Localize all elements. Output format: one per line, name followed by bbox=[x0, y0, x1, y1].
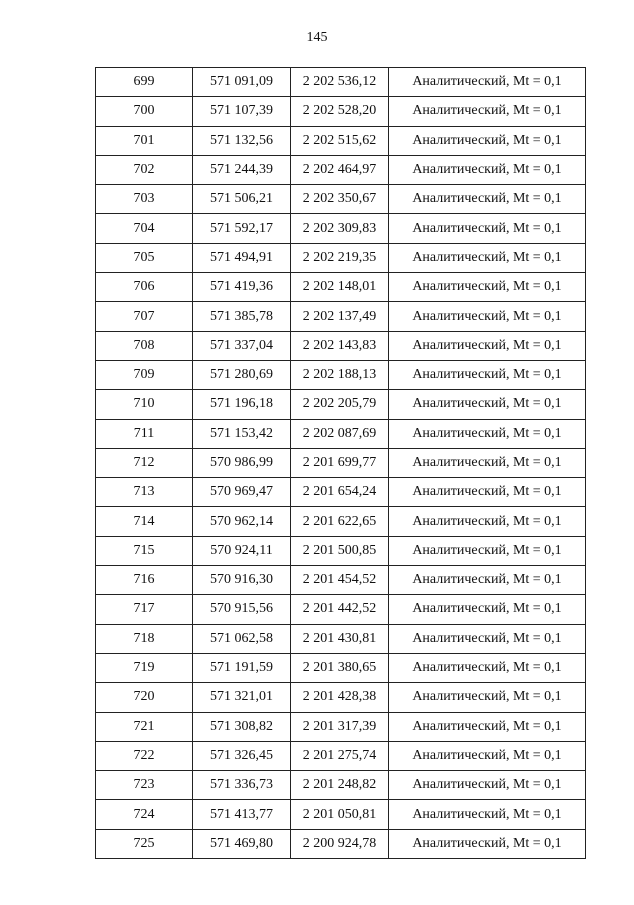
method-cell: Аналитический, Mt = 0,1 bbox=[389, 653, 586, 682]
y-coordinate-cell: 2 201 430,81 bbox=[291, 624, 389, 653]
point-number-cell: 721 bbox=[96, 712, 193, 741]
x-coordinate-cell: 571 494,91 bbox=[193, 243, 291, 272]
method-cell: Аналитический, Mt = 0,1 bbox=[389, 536, 586, 565]
y-coordinate-cell: 2 201 699,77 bbox=[291, 448, 389, 477]
x-coordinate-cell: 570 969,47 bbox=[193, 478, 291, 507]
method-cell: Аналитический, Mt = 0,1 bbox=[389, 243, 586, 272]
x-coordinate-cell: 571 326,45 bbox=[193, 741, 291, 770]
method-cell: Аналитический, Mt = 0,1 bbox=[389, 800, 586, 829]
y-coordinate-cell: 2 202 536,12 bbox=[291, 68, 389, 97]
y-coordinate-cell: 2 202 188,13 bbox=[291, 360, 389, 389]
table-row bbox=[96, 741, 586, 770]
y-coordinate-cell: 2 201 454,52 bbox=[291, 566, 389, 595]
method-cell: Аналитический, Mt = 0,1 bbox=[389, 419, 586, 448]
method-cell: Аналитический, Mt = 0,1 bbox=[389, 331, 586, 360]
table-row bbox=[96, 302, 586, 331]
y-coordinate-cell: 2 202 087,69 bbox=[291, 419, 389, 448]
x-coordinate-cell: 571 062,58 bbox=[193, 624, 291, 653]
x-coordinate-cell: 571 280,69 bbox=[193, 360, 291, 389]
method-cell: Аналитический, Mt = 0,1 bbox=[389, 448, 586, 477]
point-number-cell: 716 bbox=[96, 566, 193, 595]
method-cell: Аналитический, Mt = 0,1 bbox=[389, 624, 586, 653]
method-cell: Аналитический, Mt = 0,1 bbox=[389, 712, 586, 741]
y-coordinate-cell: 2 202 148,01 bbox=[291, 273, 389, 302]
point-number-cell: 724 bbox=[96, 800, 193, 829]
x-coordinate-cell: 571 469,80 bbox=[193, 829, 291, 858]
y-coordinate-cell: 2 200 924,78 bbox=[291, 829, 389, 858]
x-coordinate-cell: 571 385,78 bbox=[193, 302, 291, 331]
point-number-cell: 712 bbox=[96, 448, 193, 477]
method-cell: Аналитический, Mt = 0,1 bbox=[389, 507, 586, 536]
x-coordinate-cell: 570 924,11 bbox=[193, 536, 291, 565]
x-coordinate-cell: 571 413,77 bbox=[193, 800, 291, 829]
method-cell: Аналитический, Mt = 0,1 bbox=[389, 68, 586, 97]
x-coordinate-cell: 571 153,42 bbox=[193, 419, 291, 448]
y-coordinate-cell: 2 201 654,24 bbox=[291, 478, 389, 507]
method-cell: Аналитический, Mt = 0,1 bbox=[389, 155, 586, 184]
y-coordinate-cell: 2 201 050,81 bbox=[291, 800, 389, 829]
x-coordinate-cell: 571 337,04 bbox=[193, 331, 291, 360]
method-cell: Аналитический, Mt = 0,1 bbox=[389, 566, 586, 595]
method-cell: Аналитический, Mt = 0,1 bbox=[389, 683, 586, 712]
x-coordinate-cell: 571 419,36 bbox=[193, 273, 291, 302]
point-number-cell: 710 bbox=[96, 390, 193, 419]
point-number-cell: 702 bbox=[96, 155, 193, 184]
method-cell: Аналитический, Mt = 0,1 bbox=[389, 771, 586, 800]
method-cell: Аналитический, Mt = 0,1 bbox=[389, 595, 586, 624]
point-number-cell: 718 bbox=[96, 624, 193, 653]
y-coordinate-cell: 2 201 442,52 bbox=[291, 595, 389, 624]
point-number-cell: 715 bbox=[96, 536, 193, 565]
y-coordinate-cell: 2 202 350,67 bbox=[291, 185, 389, 214]
method-cell: Аналитический, Mt = 0,1 bbox=[389, 829, 586, 858]
x-coordinate-cell: 570 915,56 bbox=[193, 595, 291, 624]
y-coordinate-cell: 2 201 248,82 bbox=[291, 771, 389, 800]
table-row bbox=[96, 595, 586, 624]
y-coordinate-cell: 2 201 622,65 bbox=[291, 507, 389, 536]
y-coordinate-cell: 2 201 380,65 bbox=[291, 653, 389, 682]
x-coordinate-cell: 571 132,56 bbox=[193, 126, 291, 155]
table-row bbox=[96, 390, 586, 419]
x-coordinate-cell: 571 107,39 bbox=[193, 97, 291, 126]
table-row bbox=[96, 273, 586, 302]
table-row bbox=[96, 536, 586, 565]
point-number-cell: 700 bbox=[96, 97, 193, 126]
table-row bbox=[96, 360, 586, 389]
table-row bbox=[96, 507, 586, 536]
x-coordinate-cell: 571 196,18 bbox=[193, 390, 291, 419]
method-cell: Аналитический, Mt = 0,1 bbox=[389, 214, 586, 243]
x-coordinate-cell: 570 986,99 bbox=[193, 448, 291, 477]
table-row bbox=[96, 566, 586, 595]
x-coordinate-cell: 571 592,17 bbox=[193, 214, 291, 243]
y-coordinate-cell: 2 202 205,79 bbox=[291, 390, 389, 419]
table-row bbox=[96, 448, 586, 477]
point-number-cell: 704 bbox=[96, 214, 193, 243]
method-cell: Аналитический, Mt = 0,1 bbox=[389, 741, 586, 770]
table-row bbox=[96, 419, 586, 448]
table-row bbox=[96, 155, 586, 184]
y-coordinate-cell: 2 201 500,85 bbox=[291, 536, 389, 565]
x-coordinate-cell: 571 506,21 bbox=[193, 185, 291, 214]
table-row bbox=[96, 829, 586, 858]
method-cell: Аналитический, Mt = 0,1 bbox=[389, 360, 586, 389]
point-number-cell: 713 bbox=[96, 478, 193, 507]
y-coordinate-cell: 2 202 464,97 bbox=[291, 155, 389, 184]
table-row bbox=[96, 331, 586, 360]
y-coordinate-cell: 2 201 275,74 bbox=[291, 741, 389, 770]
point-number-cell: 706 bbox=[96, 273, 193, 302]
table-row bbox=[96, 185, 586, 214]
table-row bbox=[96, 97, 586, 126]
point-number-cell: 714 bbox=[96, 507, 193, 536]
coordinates-table bbox=[95, 67, 586, 859]
table-row bbox=[96, 243, 586, 272]
point-number-cell: 701 bbox=[96, 126, 193, 155]
table-row bbox=[96, 771, 586, 800]
y-coordinate-cell: 2 202 528,20 bbox=[291, 97, 389, 126]
table-row bbox=[96, 624, 586, 653]
method-cell: Аналитический, Mt = 0,1 bbox=[389, 302, 586, 331]
y-coordinate-cell: 2 202 143,83 bbox=[291, 331, 389, 360]
point-number-cell: 708 bbox=[96, 331, 193, 360]
point-number-cell: 719 bbox=[96, 653, 193, 682]
y-coordinate-cell: 2 202 219,35 bbox=[291, 243, 389, 272]
point-number-cell: 707 bbox=[96, 302, 193, 331]
x-coordinate-cell: 571 336,73 bbox=[193, 771, 291, 800]
y-coordinate-cell: 2 201 317,39 bbox=[291, 712, 389, 741]
point-number-cell: 725 bbox=[96, 829, 193, 858]
x-coordinate-cell: 570 962,14 bbox=[193, 507, 291, 536]
method-cell: Аналитический, Mt = 0,1 bbox=[389, 126, 586, 155]
method-cell: Аналитический, Mt = 0,1 bbox=[389, 478, 586, 507]
page-number: 145 bbox=[306, 30, 328, 45]
method-cell: Аналитический, Mt = 0,1 bbox=[389, 273, 586, 302]
x-coordinate-cell: 570 916,30 bbox=[193, 566, 291, 595]
point-number-cell: 703 bbox=[96, 185, 193, 214]
x-coordinate-cell: 571 308,82 bbox=[193, 712, 291, 741]
point-number-cell: 722 bbox=[96, 741, 193, 770]
y-coordinate-cell: 2 202 137,49 bbox=[291, 302, 389, 331]
table-row bbox=[96, 68, 586, 97]
point-number-cell: 705 bbox=[96, 243, 193, 272]
method-cell: Аналитический, Mt = 0,1 bbox=[389, 390, 586, 419]
y-coordinate-cell: 2 202 309,83 bbox=[291, 214, 389, 243]
table-row bbox=[96, 126, 586, 155]
x-coordinate-cell: 571 091,09 bbox=[193, 68, 291, 97]
x-coordinate-cell: 571 191,59 bbox=[193, 653, 291, 682]
table-row bbox=[96, 653, 586, 682]
point-number-cell: 717 bbox=[96, 595, 193, 624]
method-cell: Аналитический, Mt = 0,1 bbox=[389, 97, 586, 126]
x-coordinate-cell: 571 321,01 bbox=[193, 683, 291, 712]
method-cell: Аналитический, Mt = 0,1 bbox=[389, 185, 586, 214]
y-coordinate-cell: 2 201 428,38 bbox=[291, 683, 389, 712]
table-row bbox=[96, 712, 586, 741]
table-row bbox=[96, 800, 586, 829]
point-number-cell: 723 bbox=[96, 771, 193, 800]
y-coordinate-cell: 2 202 515,62 bbox=[291, 126, 389, 155]
point-number-cell: 699 bbox=[96, 68, 193, 97]
table-row bbox=[96, 683, 586, 712]
table-row bbox=[96, 214, 586, 243]
table-row bbox=[96, 478, 586, 507]
point-number-cell: 720 bbox=[96, 683, 193, 712]
point-number-cell: 709 bbox=[96, 360, 193, 389]
x-coordinate-cell: 571 244,39 bbox=[193, 155, 291, 184]
coordinates-table-body bbox=[96, 68, 586, 859]
point-number-cell: 711 bbox=[96, 419, 193, 448]
